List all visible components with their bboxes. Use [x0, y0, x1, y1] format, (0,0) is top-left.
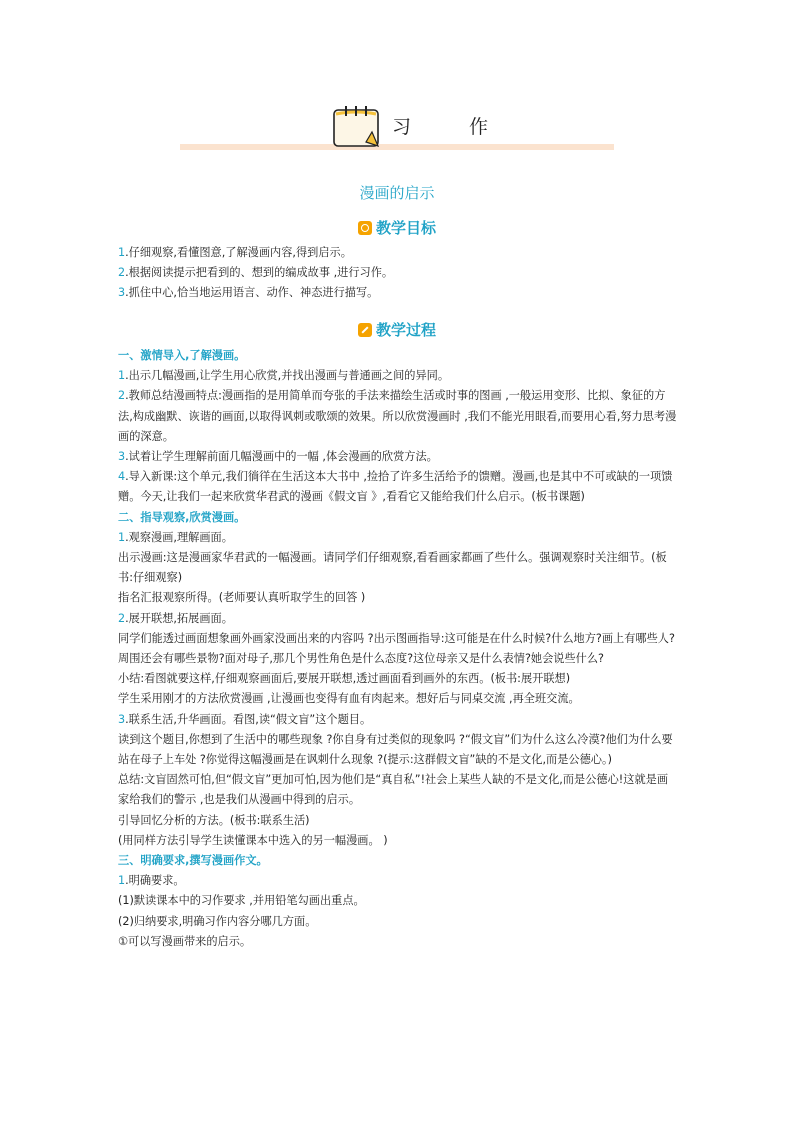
paragraph	[118, 770, 678, 810]
item-number: 1	[118, 874, 126, 888]
item-text: .根据阅读提示把看到的、想到的编成故事 ,进行习作。	[125, 266, 394, 280]
numbered-item	[118, 528, 678, 548]
numbered-item	[118, 467, 678, 507]
numbered-item	[118, 243, 678, 263]
numbered-item	[118, 386, 678, 447]
item-text: ①可以写漫画带来的启示。	[118, 934, 252, 948]
item-text: 出示漫画:这是漫画家华君武的一幅漫画。请同学们仔细观察,看看画家都画了些什么。强调观察时关注细节。(板书:仔细观察)	[118, 551, 667, 585]
item-text: .导入新课:这个单元,我们徜徉在生活这本大书中 ,捡拾了许多生活给予的馈赠。漫画,也是其中不可或缺的一项馈赠。今天,让我们一起来欣赏华君武的漫画《假文盲 》,看看它又能给我们什么启示。(板书课题)	[118, 470, 673, 504]
numbered-item	[118, 447, 678, 467]
numbered-item	[118, 609, 678, 629]
item-number: 4	[118, 470, 126, 484]
process-body	[118, 346, 678, 952]
paragraph	[118, 932, 678, 952]
notebook-icon	[328, 102, 386, 150]
subsection-heading: 三、明确要求,撰写漫画作文。	[118, 854, 268, 868]
item-text: (1)默读课本中的习作要求 ,并用铅笔勾画出重点。	[118, 894, 365, 908]
page-header	[180, 100, 614, 152]
item-text: .仔细观察,看懂图意,了解漫画内容,得到启示。	[125, 246, 352, 259]
item-text: 读到这个题目,你想到了生活中的哪些现象 ?你自身有过类似的现象吗 ?“假文盲”们为什么这么冷漠?他们为什么要站在母子上车处 ?你觉得这幅漫画是在讽刺什么现象 ?(提示:这群假文盲”缺的不是文化,而是公德心。)	[118, 732, 673, 767]
item-text: .明确要求。	[125, 874, 185, 888]
paragraph	[118, 548, 678, 588]
numbered-item	[118, 871, 678, 891]
item-number: 2	[118, 266, 126, 280]
goals-heading	[0, 217, 794, 238]
item-number: 2	[118, 389, 126, 403]
paragraph	[118, 730, 678, 770]
pencil-icon	[358, 323, 372, 337]
target-icon	[358, 221, 372, 235]
process-heading	[0, 319, 794, 340]
item-text: .观察漫画,理解画面。	[125, 530, 233, 544]
item-number: 1	[118, 530, 126, 544]
item-text: .展开联想,拓展画面。	[125, 611, 233, 625]
item-text: 同学们能透过画面想象画外画家没画出来的内容吗 ?出示图画指导:这可能是在什么时候?什么地方?画上有哪些人?周围还会有哪些景物?面对母子,那几个男性角色是什么态度?这位母亲又是什么表情?她会说些什么?	[118, 631, 675, 666]
item-text: 指名汇报观察所得。(老师要认真听取学生的回答 )	[118, 591, 366, 605]
header-underline	[180, 144, 614, 150]
numbered-item	[118, 263, 678, 283]
goals-heading-text: 教学目标	[375, 219, 436, 237]
header-title: 习 作	[392, 116, 515, 138]
process-heading-text: 教学过程	[375, 321, 436, 339]
item-number: 3	[118, 286, 126, 300]
paragraph	[118, 831, 678, 851]
item-text: .抓住中心,恰当地运用语言、动作、神态进行描写。	[125, 286, 379, 300]
numbered-item	[118, 366, 678, 386]
numbered-item	[118, 710, 678, 730]
paragraph	[118, 811, 678, 831]
item-text: (2)归纳要求,明确习作内容分哪几方面。	[118, 914, 317, 928]
item-number: 3	[118, 712, 126, 726]
item-number: 1	[118, 246, 126, 259]
item-number: 1	[118, 369, 126, 383]
paragraph	[118, 689, 678, 709]
item-text: 总结:文盲固然可怕,但“假文盲”更加可怕,因为他们是“真自私”!社会上某些人缺的不是文化,而是公德心!这就是画家给我们的警示 ,也是我们从漫画中得到的启示。	[118, 773, 669, 807]
item-text: 小结:看图就要这样,仔细观察画面后,要展开联想,透过画面看到画外的东西。(板书:展开联想)	[118, 672, 571, 686]
subsection-heading: 二、指导观察,欣赏漫画。	[118, 510, 246, 524]
item-text: 引导回忆分析的方法。(板书:联系生活)	[118, 813, 310, 827]
item-text: .教师总结漫画特点:漫画指的是用简单而夸张的手法来描绘生活或时事的图画 ,一般运用变形、比拟、象征的方法,构成幽默、诙谐的画面,以取得讽刺或歌颂的效果。所以欣赏漫画时 ,我们不能光用眼看,而要用心看,努力思考漫画的深意。	[118, 389, 677, 443]
paragraph	[118, 629, 678, 669]
item-number: 3	[118, 450, 126, 464]
lesson-title: 漫画的启示	[359, 184, 435, 202]
paragraph	[118, 912, 678, 932]
paragraph	[118, 669, 678, 689]
item-text: .试着让学生理解前面几幅漫画中的一幅 ,体会漫画的欣赏方法。	[125, 450, 438, 464]
item-number: 2	[118, 611, 126, 625]
item-text: .出示几幅漫画,让学生用心欣赏,并找出漫画与普通画之间的异同。	[125, 369, 450, 383]
item-text: .联系生活,升华画面。看图,读“假文盲”这个题目。	[125, 712, 372, 726]
subsection-heading: 一、激情导入,了解漫画。	[118, 349, 246, 362]
item-text: 学生采用刚才的方法欣赏漫画 ,让漫画也变得有血有肉起来。想好后与同桌交流 ,再全班交流。	[118, 692, 580, 706]
goals-list	[118, 243, 678, 304]
item-text: (用同样方法引导学生读懂课本中选入的另一幅漫画。 )	[118, 833, 388, 847]
paragraph	[118, 891, 678, 911]
numbered-item	[118, 283, 678, 303]
paragraph	[118, 588, 678, 608]
